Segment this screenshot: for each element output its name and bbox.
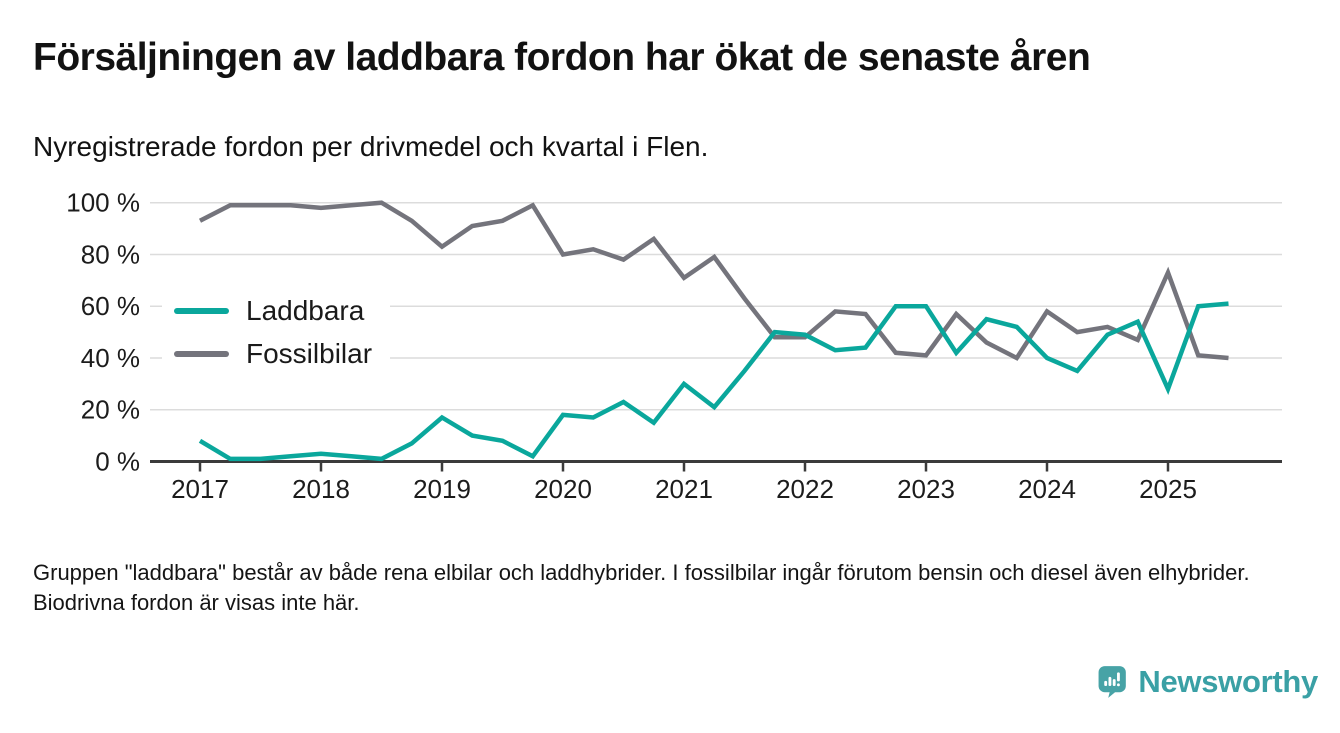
y-axis-label: 100 % xyxy=(66,187,140,218)
newsworthy-badge-icon xyxy=(1098,654,1126,710)
branding-logo xyxy=(1098,654,1318,710)
y-axis-label: 80 % xyxy=(80,239,140,270)
badge-exclamation-dot xyxy=(1117,683,1120,686)
laddbara-line-swatch xyxy=(174,308,229,314)
x-axis-label: 2019 xyxy=(413,474,471,504)
x-axis-label: 2024 xyxy=(1018,474,1076,504)
y-axis-label: 40 % xyxy=(80,343,140,373)
badge-bar-1 xyxy=(1104,681,1107,686)
branding-name: Newsworthy xyxy=(1138,664,1318,699)
chart-legend xyxy=(162,287,390,377)
x-axis-label: 2022 xyxy=(776,474,834,504)
legend-label: Fossilbilar xyxy=(246,337,373,369)
legend-item-laddbara xyxy=(174,289,372,332)
page-title: Försäljningen av laddbara fordon har ökat de senaste åren xyxy=(33,36,1091,79)
legend-label: Laddbara xyxy=(246,294,365,326)
badge-pin-shape xyxy=(1099,666,1126,698)
badge-bar-3 xyxy=(1113,679,1116,686)
x-axis-label: 2023 xyxy=(897,474,955,504)
badge-bar-2 xyxy=(1109,677,1112,686)
fossilbilar-line-swatch xyxy=(174,351,229,357)
badge-exclamation-stem xyxy=(1117,672,1120,681)
y-axis-label: 20 % xyxy=(80,394,140,425)
legend-item-fossilbilar xyxy=(174,332,372,375)
footnote: Gruppen "laddbara" består av både rena elbilar och laddhybrider. I fossilbilar ingår förutom bensin och diesel även elhybrider. Biodrivna fordon är visas inte här. xyxy=(33,560,1250,615)
x-axis-label: 2018 xyxy=(292,474,350,504)
page-subtitle: Nyregistrerade fordon per drivmedel och kvartal i Flen. xyxy=(33,131,709,162)
x-axis-label: 2021 xyxy=(655,474,713,504)
x-axis-label: 2020 xyxy=(534,474,592,504)
y-axis-label: 0 % xyxy=(95,446,140,477)
x-axis-label: 2017 xyxy=(171,474,229,504)
x-axis-label: 2025 xyxy=(1139,474,1197,504)
y-axis-label: 60 % xyxy=(80,291,140,322)
